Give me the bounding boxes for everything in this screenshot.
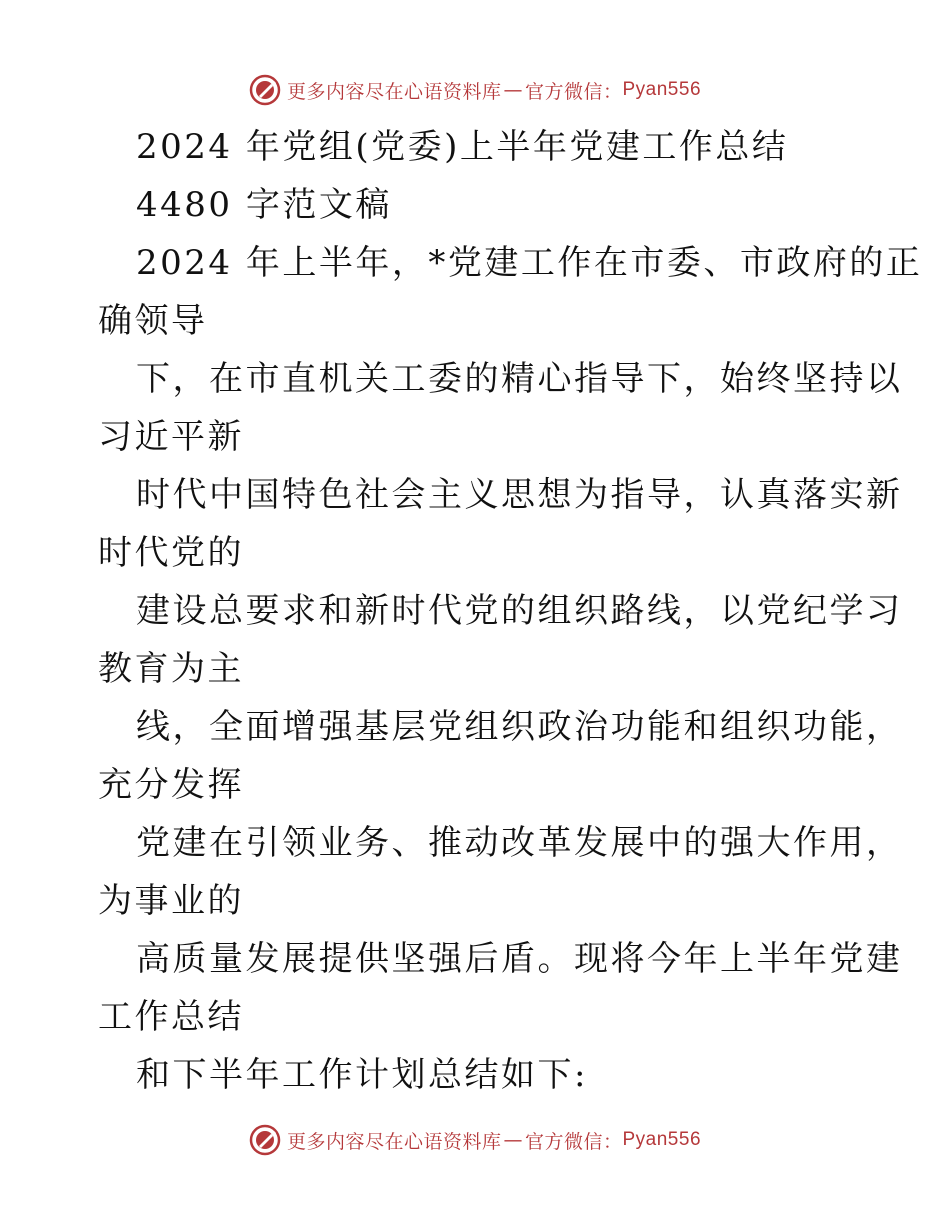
watermark-separator: — [503, 79, 523, 101]
document-title: 2024 年党组(党委)上半年党建工作总结 [136, 127, 789, 167]
footer-watermark [0, 1120, 950, 1160]
watermark-sub-text: 官方微信： [524, 80, 623, 103]
document-body [98, 118, 923, 1104]
document-subtitle: 4480 字范文稿 [136, 185, 392, 225]
paragraph-line: 习近平新 [98, 417, 244, 457]
watermark-sub-text: 官方微信： [524, 1130, 623, 1153]
watermark-main-text: 更多内容尽在心语资料库 [286, 1130, 502, 1153]
paragraph-line: 教育为主 [98, 649, 244, 689]
paragraph-line: 确领导 [98, 301, 208, 341]
paragraph-line: 线，全面增强基层党组织政治功能和组织功能， [136, 707, 903, 747]
pen-logo-icon [249, 74, 281, 106]
paragraph-line: 2024 年上半年，*党建工作在市委、市政府的正 [136, 243, 923, 283]
paragraph-line: 党建在引领业务、推动改革发展中的强大作用， [136, 823, 903, 863]
watermark-wechat-id: Pyan556 [622, 1129, 702, 1150]
paragraph-line: 时代党的 [98, 533, 244, 573]
pen-logo-icon [249, 1124, 281, 1156]
header-watermark [0, 70, 950, 110]
paragraph-line: 高质量发展提供坚强后盾。现将今年上半年党建 [136, 939, 903, 979]
watermark-wechat-id: Pyan556 [622, 79, 702, 100]
watermark-separator: — [503, 1129, 523, 1151]
document-paragraph [98, 234, 923, 1104]
paragraph-line: 和下半年工作计划总结如下: [136, 1055, 588, 1095]
watermark-main-text: 更多内容尽在心语资料库 [286, 80, 502, 103]
paragraph-line: 为事业的 [98, 881, 244, 921]
paragraph-line: 时代中国特色社会主义思想为指导，认真落实新 [136, 475, 903, 515]
paragraph-line: 充分发挥 [98, 765, 244, 805]
paragraph-line: 建设总要求和新时代党的组织路线，以党纪学习 [136, 591, 903, 631]
paragraph-line: 工作总结 [98, 997, 244, 1037]
paragraph-line: 下，在市直机关工委的精心指导下，始终坚持以 [136, 359, 903, 399]
